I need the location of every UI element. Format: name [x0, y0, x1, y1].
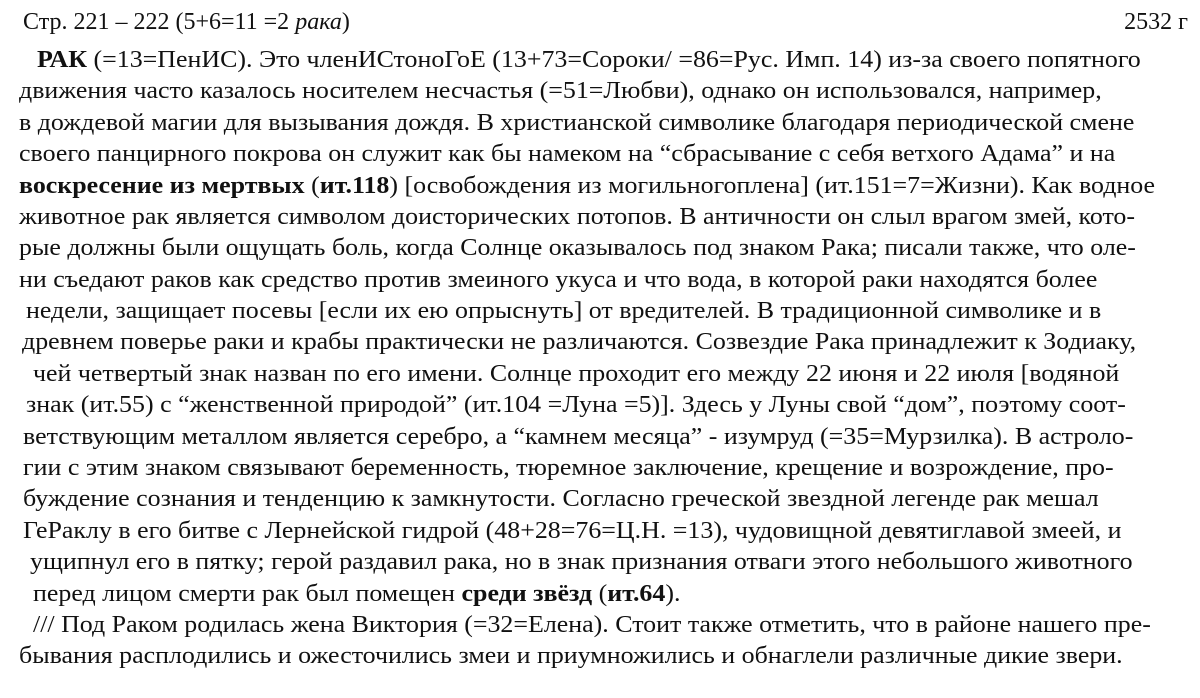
text-line	[23, 422, 1133, 452]
text-line	[22, 327, 1136, 357]
text-run: рые должны были ощущать боль, когда Солнце оказывалось под знаком Рака; писали также, что оле-	[19, 235, 1136, 261]
text-run: (=13=ПенИС). Это членИСтоноГоЕ (13+73=Сороки/ =86=Рус. Имп. 14) из-за своего попятного	[87, 47, 1141, 73]
year-header: 2532 г	[1124, 9, 1188, 35]
text-line	[19, 641, 1123, 671]
text-line	[23, 516, 1122, 546]
text-line	[33, 359, 1119, 389]
text-run: бывания расплодились и ожесточились змеи и приумножились и обнаглели различные дикие звери.	[19, 643, 1123, 669]
bold-text: РАК	[37, 47, 88, 73]
bold-text: среди звёзд	[461, 581, 593, 607]
page-range-text: Стр. 221 – 222 (5+6=11 =2	[23, 9, 296, 35]
text-run: в дождевой магии для вызывания дождя. В христианской символике благодаря периодической смене	[19, 110, 1135, 136]
text-run: древнем поверье раки и крабы практически не различаются. Созвездие Рака принадлежит к Зодиаку,	[22, 329, 1137, 355]
text-line	[33, 610, 1151, 640]
text-line	[30, 547, 1133, 577]
text-line	[26, 390, 1126, 420]
text-line	[19, 265, 1097, 295]
text-run: своего панцирного покрова он служит как бы намеком на “сбрасывание с себя ветхого Адама” и на	[19, 141, 1116, 167]
text-line	[19, 108, 1134, 138]
text-run: движения часто казалось носителем несчастья (=51=Любви), однако он использовался, например,	[19, 78, 1102, 104]
text-run: ) [освобождения из могильногоплена] (ит.151=7=Жизни). Как водное	[389, 173, 1156, 199]
text-run: знак (ит.55) с “женственной природой” (ит.104 =Луна =5)]. Здесь у Луны свой “дом”, поэтому соот-	[26, 392, 1126, 418]
text-line	[33, 579, 680, 609]
text-line	[19, 202, 1135, 232]
text-run: перед лицом смерти рак был помещен	[33, 581, 462, 607]
bold-text: ит.118	[319, 173, 390, 199]
text-line	[23, 484, 1099, 514]
text-run: /// Под Раком родилась жена Виктория (=32=Елена). Стоит также отметить, что в районе нашего пре-	[33, 612, 1151, 638]
text-run: (	[304, 173, 320, 199]
text-run: животное рак является символом доисторических потопов. В античности он слыл врагом змей, кото-	[19, 204, 1136, 230]
text-line	[19, 76, 1102, 106]
text-line	[19, 233, 1136, 263]
text-run: ).	[665, 581, 681, 607]
text-line	[37, 45, 1141, 75]
text-run: чей четвертый знак назван по его имени. Солнце проходит его между 22 июня и 22 июля [водяной	[33, 361, 1120, 387]
text-run: гии с этим знаком связывают беременность, тюремное заключение, крещение и возрождение, про-	[23, 455, 1114, 481]
text-line	[19, 171, 1155, 201]
page-range-header	[23, 9, 350, 36]
bold-text: ит.64	[607, 581, 666, 607]
text-run: ни съедают раков как средство против змеиного укуса и что вода, в которой раки находятся более	[19, 267, 1098, 293]
text-run: недели, защищает посевы [если их ею опрыснуть] от вредителей. В традиционной символике и в	[26, 298, 1102, 324]
text-run: (	[592, 581, 608, 607]
text-line	[19, 139, 1115, 169]
text-run: ветствующим металлом является серебро, а “камнем месяца” - изумруд (=35=Мурзилка). В астроло-	[23, 424, 1134, 450]
page-range-italic: рака	[295, 9, 342, 35]
text-run: ущипнул его в пятку; герой раздавил рака, но в знак признания отваги этого небольшого животного	[30, 549, 1133, 575]
bold-text: воскресение из мертвых	[19, 173, 305, 199]
text-run: буждение сознания и тенденцию к замкнутости. Согласно греческой звездной легенде рак мешал	[23, 486, 1099, 512]
text-run: ГеРаклу в его битве с Лернейской гидрой (48+28=76=Ц.Н. =13), чудовищной девятиглавой змеей, и	[23, 518, 1122, 544]
page-range-close: )	[341, 9, 350, 35]
text-line	[23, 453, 1114, 483]
text-line	[26, 296, 1101, 326]
